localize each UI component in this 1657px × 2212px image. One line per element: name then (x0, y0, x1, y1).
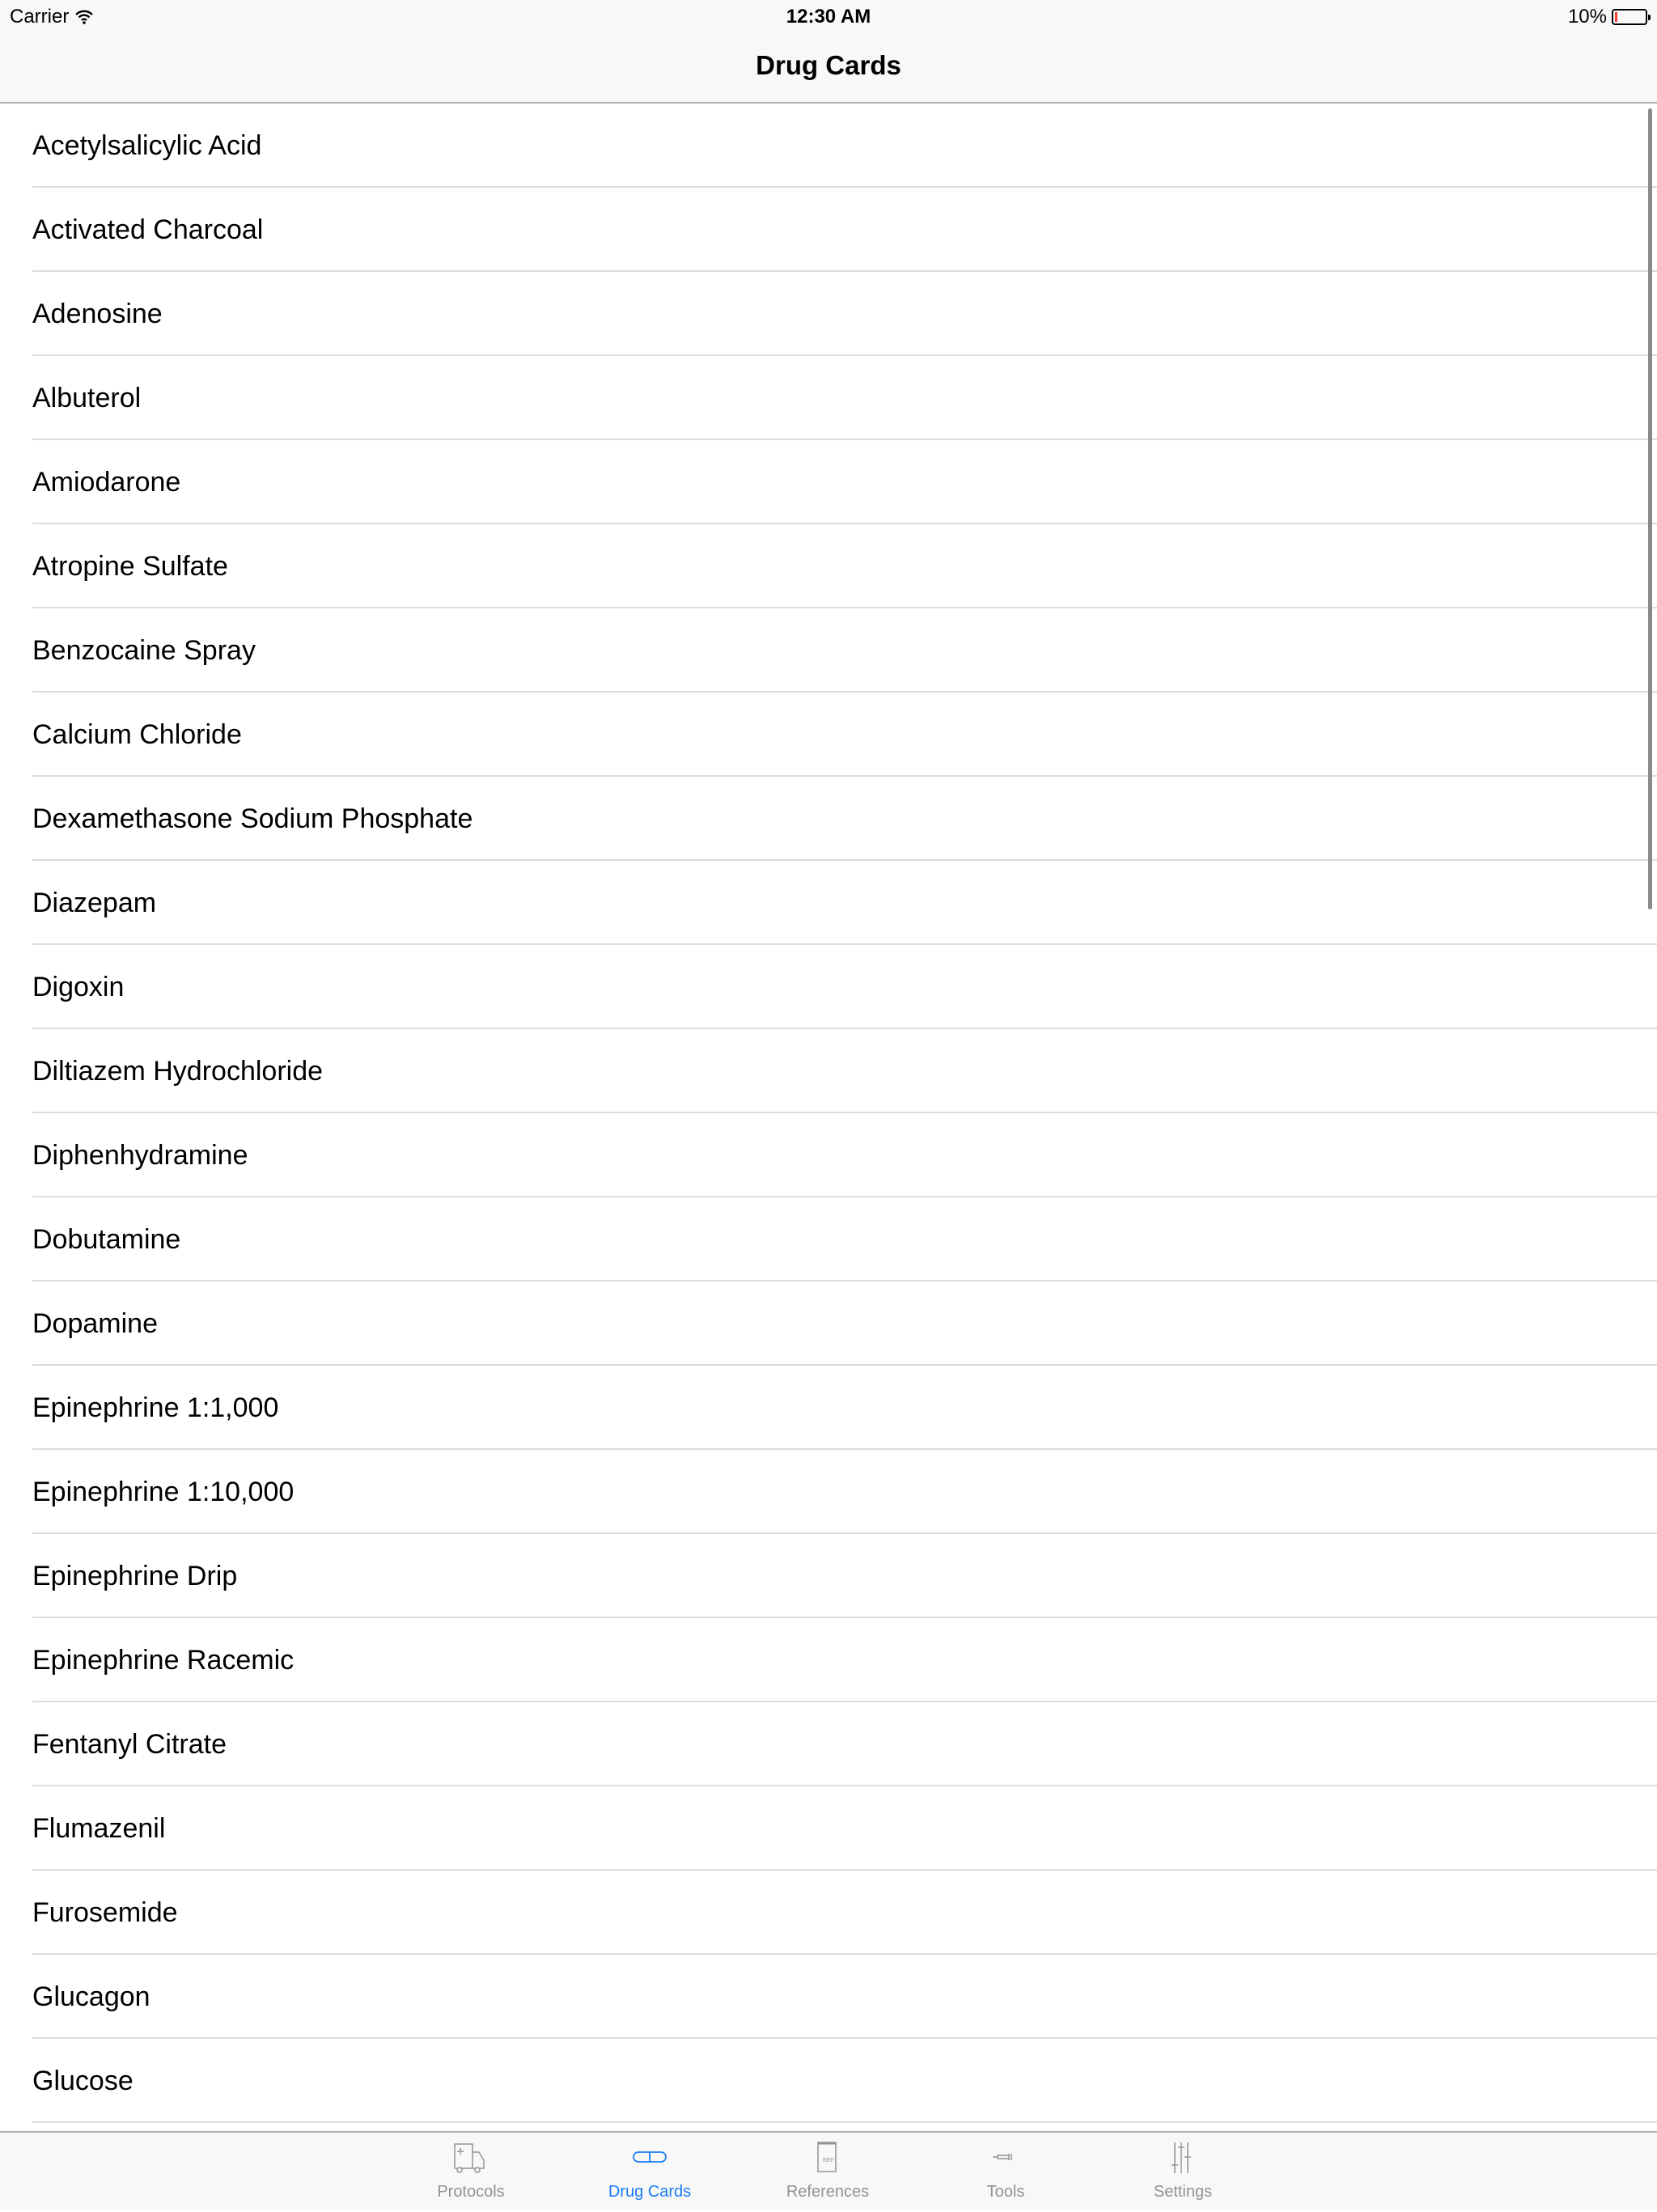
drug-list-item[interactable] (0, 1955, 1657, 2039)
drug-name: Atropine Sulfate (32, 550, 228, 582)
drug-list-item[interactable] (0, 693, 1657, 777)
drug-list-item[interactable] (0, 272, 1657, 356)
drug-name: Dobutamine (32, 1223, 181, 1255)
drug-name: Dexamethasone Sodium Phosphate (32, 803, 473, 834)
svg-text:REF: REF (823, 2158, 834, 2163)
drug-list-item[interactable] (0, 1366, 1657, 1450)
drug-name: Albuterol (32, 382, 142, 413)
drug-list-item[interactable] (0, 945, 1657, 1029)
drug-list-item[interactable] (0, 104, 1657, 188)
drug-list-item[interactable] (0, 1702, 1657, 1786)
tab-references[interactable] (747, 2133, 909, 2212)
tab-label: Protocols (437, 2183, 505, 2201)
tab-settings[interactable] (1102, 2133, 1264, 2212)
drug-list-item[interactable] (0, 1282, 1657, 1366)
sliders-icon (1102, 2133, 1264, 2183)
drug-list-item[interactable] (0, 356, 1657, 440)
tab-label: Tools (986, 2183, 1025, 2201)
drug-name: Epinephrine 1:10,000 (32, 1476, 295, 1507)
drug-name: Calcium Chloride (32, 718, 242, 750)
drug-name: Acetylsalicylic Acid (32, 129, 262, 161)
drug-name: Diltiazem Hydrochloride (32, 1055, 324, 1087)
drug-list-item[interactable] (0, 1197, 1657, 1282)
syringe-icon (925, 2133, 1087, 2183)
battery-percent: 10% (1567, 6, 1607, 28)
status-time: 12:30 AM (786, 6, 871, 28)
tab-label: Drug Cards (608, 2183, 692, 2201)
drug-name: Epinephrine Drip (32, 1560, 238, 1591)
drug-name: Diphenhydramine (32, 1139, 248, 1171)
drug-list-item[interactable] (0, 1113, 1657, 1197)
drug-name: Furosemide (32, 1896, 178, 1928)
drug-list-item[interactable] (0, 777, 1657, 861)
tab-drug-cards[interactable] (569, 2133, 731, 2212)
carrier-label: Carrier (10, 6, 70, 28)
battery-icon (1612, 9, 1647, 25)
drug-list-item[interactable] (0, 608, 1657, 693)
tab-tools[interactable] (925, 2133, 1087, 2212)
drug-list-item[interactable] (0, 524, 1657, 608)
drug-name: Adenosine (32, 298, 163, 329)
scrollbar[interactable] (1648, 108, 1652, 909)
drug-list-item[interactable] (0, 1871, 1657, 1955)
status-battery (1568, 5, 1647, 29)
drug-list-item[interactable] (0, 1029, 1657, 1113)
tab-protocols[interactable] (390, 2133, 552, 2212)
drug-name: Fentanyl Citrate (32, 1728, 227, 1760)
tab-label: Settings (1153, 2183, 1213, 2201)
drug-name: Dopamine (32, 1307, 158, 1339)
page-title: Drug Cards (756, 50, 901, 80)
drug-name: Amiodarone (32, 466, 181, 498)
tab-label: References (786, 2183, 870, 2201)
drug-name: Epinephrine 1:1,000 (32, 1392, 279, 1423)
drug-list-item[interactable] (0, 188, 1657, 272)
drug-name: Benzocaine Spray (32, 634, 256, 666)
tab-bar (0, 2131, 1657, 2210)
drug-list-item[interactable] (0, 1618, 1657, 1702)
drug-list-item[interactable] (0, 1534, 1657, 1618)
drug-list[interactable] (0, 104, 1657, 2123)
drug-list-item[interactable] (0, 861, 1657, 945)
drug-list-item[interactable] (0, 440, 1657, 524)
drug-name: Digoxin (32, 971, 125, 1002)
drug-name: Glucagon (32, 1981, 150, 2012)
drug-name: Glucose (32, 2065, 133, 2096)
pill-icon (569, 2133, 731, 2183)
drug-name: Activated Charcoal (32, 214, 264, 245)
navigation-header (0, 0, 1657, 104)
drug-name: Epinephrine Racemic (32, 1644, 295, 1676)
drug-list-item[interactable] (0, 1450, 1657, 1534)
book-icon (747, 2133, 909, 2183)
ambulance-icon (390, 2133, 552, 2183)
drug-list-item[interactable] (0, 2039, 1657, 2123)
drug-list-item[interactable] (0, 1786, 1657, 1871)
drug-name: Flumazenil (32, 1812, 166, 1844)
drug-name: Diazepam (32, 887, 157, 918)
